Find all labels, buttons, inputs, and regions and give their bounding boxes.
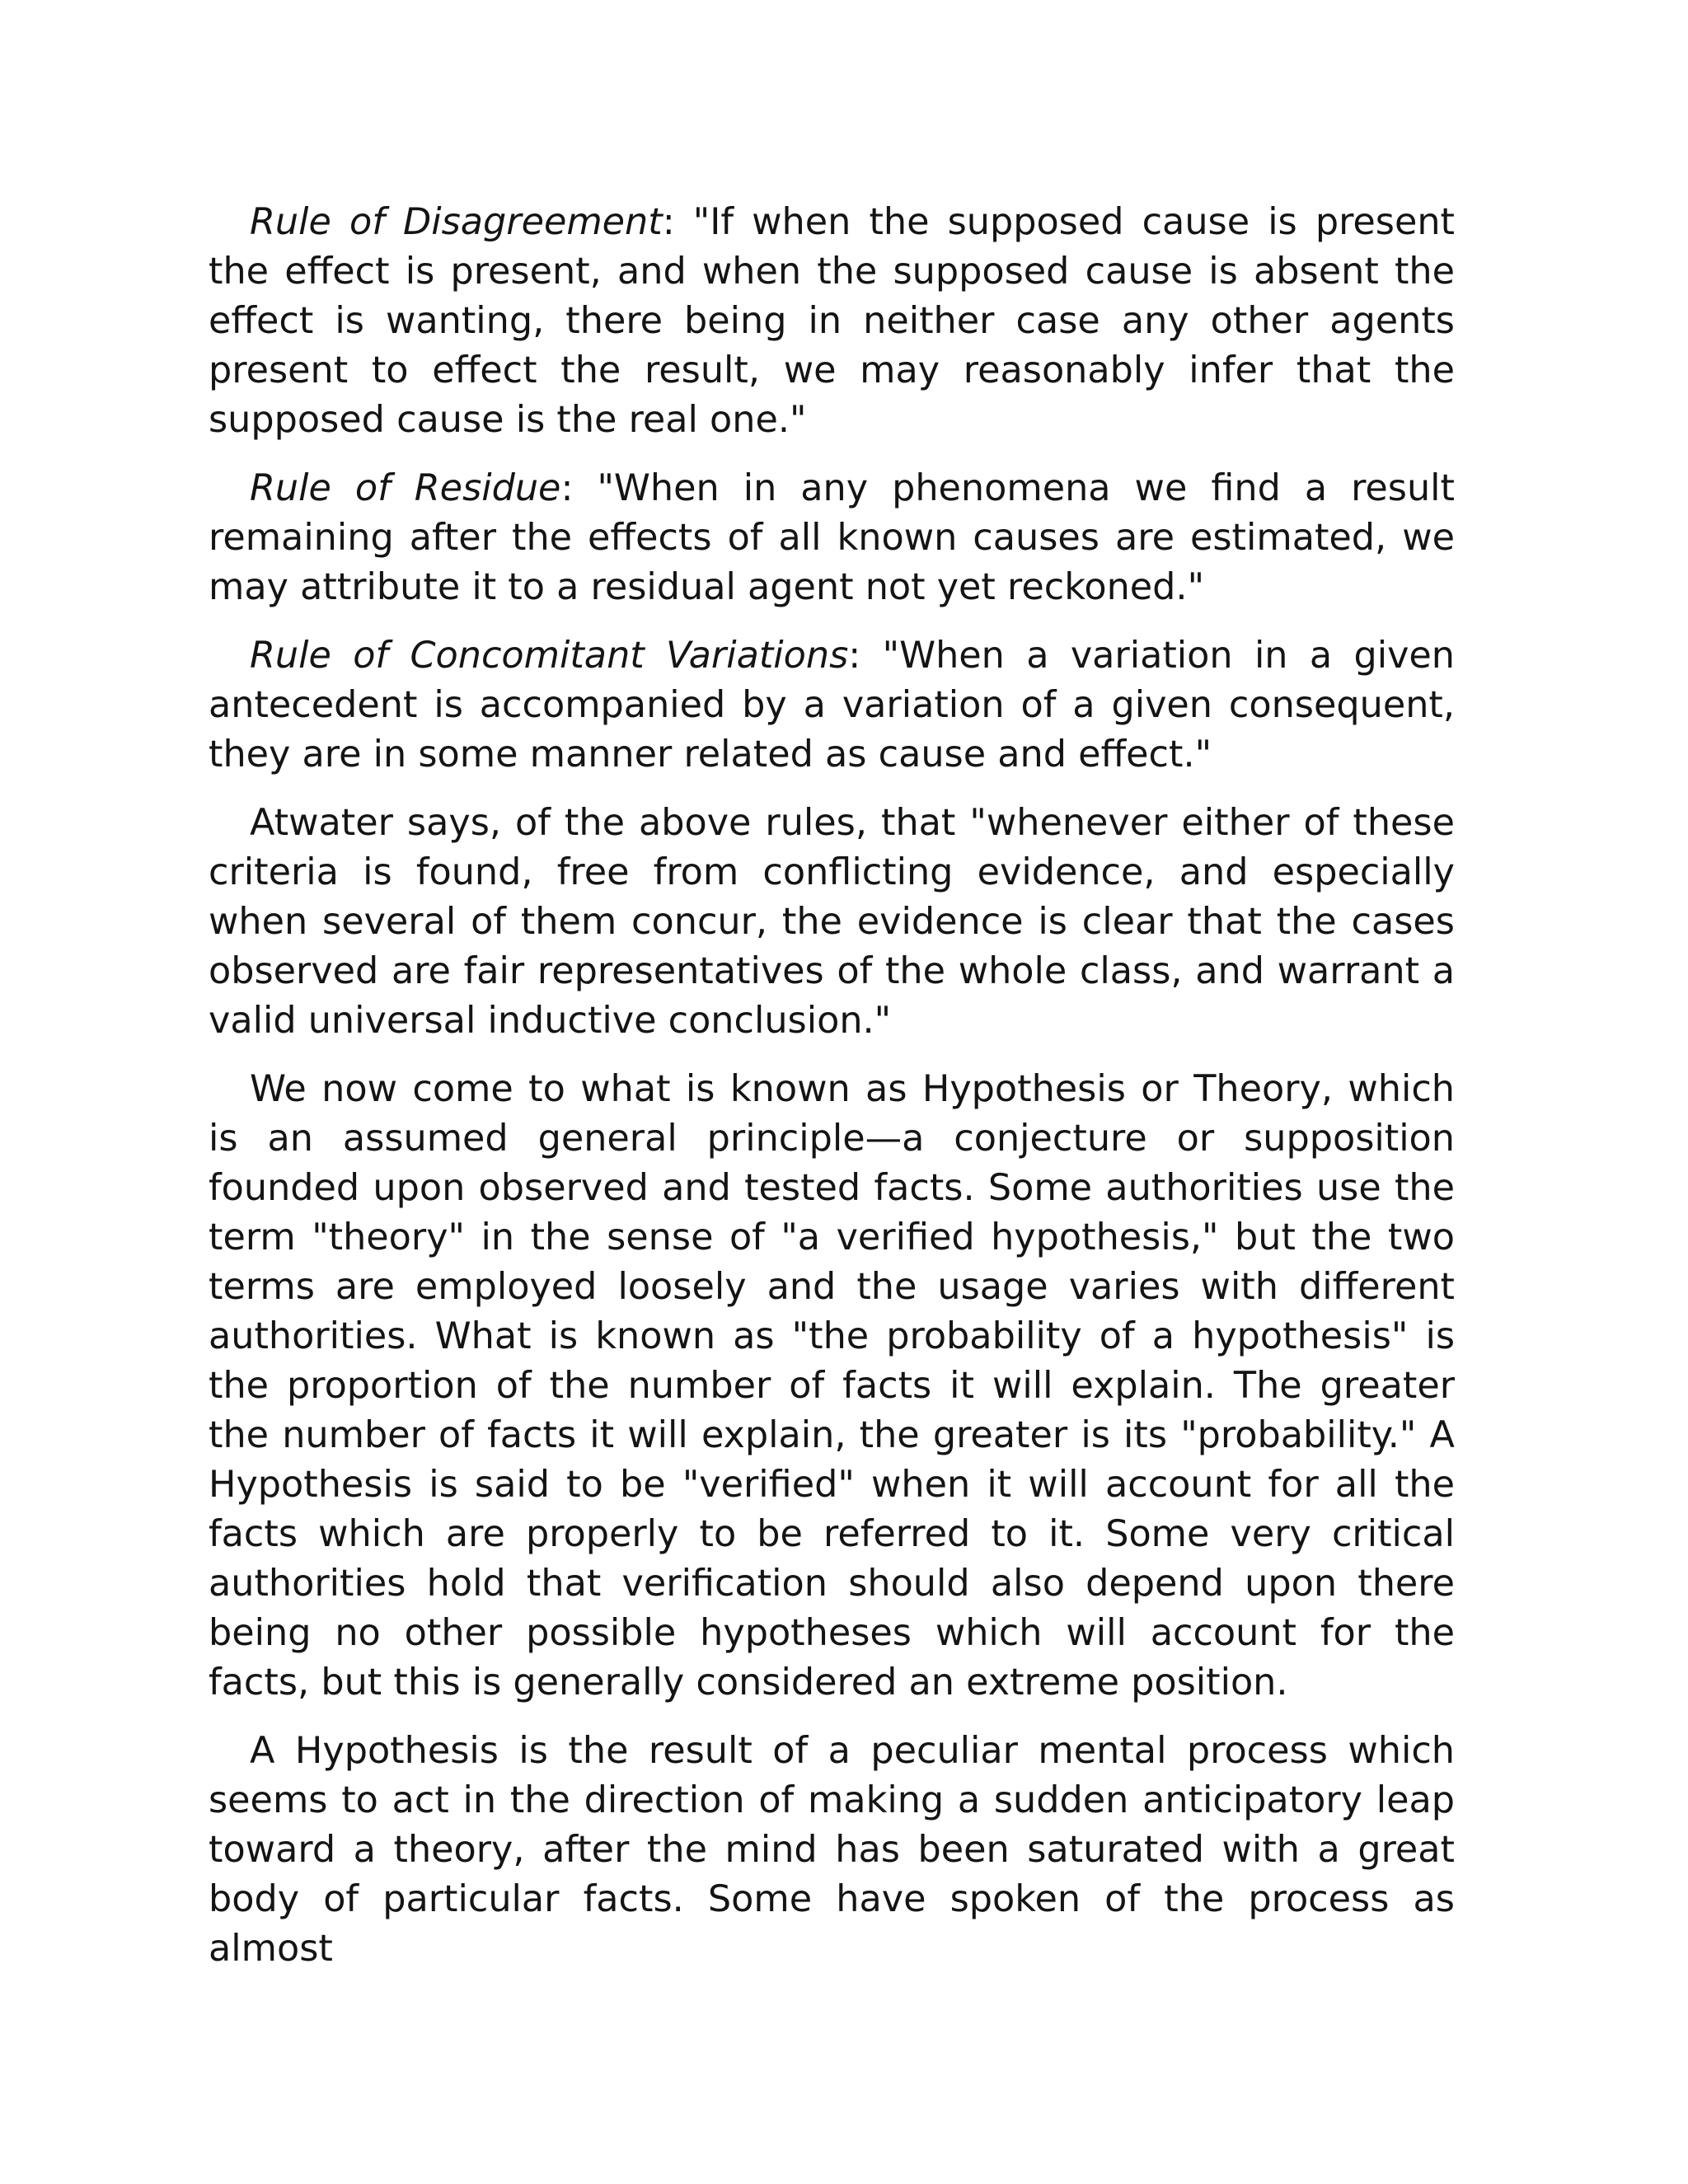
paragraph-hypothesis-or-theory	[209, 1065, 1455, 1708]
rule-term: Rule of Disagreement	[250, 201, 663, 243]
paragraph-text: Atwater says, of the above rules, that "whenever either of these criteria is found, free from conflicting evidence, and especially when several of them concur, the evidence is clear that the cases observed are fair representatives of the whole class, and warrant a valid universal inductive conclusion."	[209, 802, 1455, 1042]
paragraph-text: We now come to what is known as Hypothesis or Theory, which is an assumed general principle—a conjecture or supposition founded upon observed and tested facts. Some authorities use the term "theory" in the sense of "a verified hypothesis," but the two terms are employed loosely and the usage varies with different authorities. What is known as "the probability of a hypothesis" is the proportion of the number of facts it will explain. The greater the number of facts it will explain, the greater is its "probability." A Hypothesis is said to be "verified" when it will account for all the facts which are properly to be referred to it. Some very critical authorities hold that verification should also depend upon there being no other possible hypotheses which will account for the facts, but this is generally considered an extreme position.	[209, 1068, 1455, 1704]
paragraph-text: : "When a variation in a given antecedent is accompanied by a variation of a given consequent, they are in some manner related as cause and effect."	[209, 635, 1455, 776]
paragraph-rule-of-disagreement	[209, 198, 1455, 445]
paragraph-text: : "When in any phenomena we find a result remaining after the effects of all known causes are estimated, we may attribute it to a residual agent not yet reckoned."	[209, 467, 1455, 608]
paragraph-rule-of-residue	[209, 464, 1455, 612]
paragraph-atwater	[209, 799, 1455, 1046]
paragraph-text: : "If when the supposed cause is present the effect is present, and when the supposed cause is absent the effect is wanting, there being in neither case any other agents present to effect the result, we may reasonably infer that the supposed cause is the real one."	[209, 201, 1455, 441]
paragraph-text: A Hypothesis is the result of a peculiar mental process which seems to act in the direction of making a sudden anticipatory leap toward a theory, after the mind has been saturated with a great body of particular facts. Some have spoken of the process as almost	[209, 1730, 1455, 1970]
paragraph-hypothesis-process	[209, 1727, 1455, 1974]
page-body	[209, 198, 1455, 1993]
paragraph-rule-of-concomitant-variations	[209, 631, 1455, 780]
rule-term: Rule of Residue	[250, 467, 561, 509]
rule-term: Rule of Concomitant Variations	[250, 635, 849, 677]
